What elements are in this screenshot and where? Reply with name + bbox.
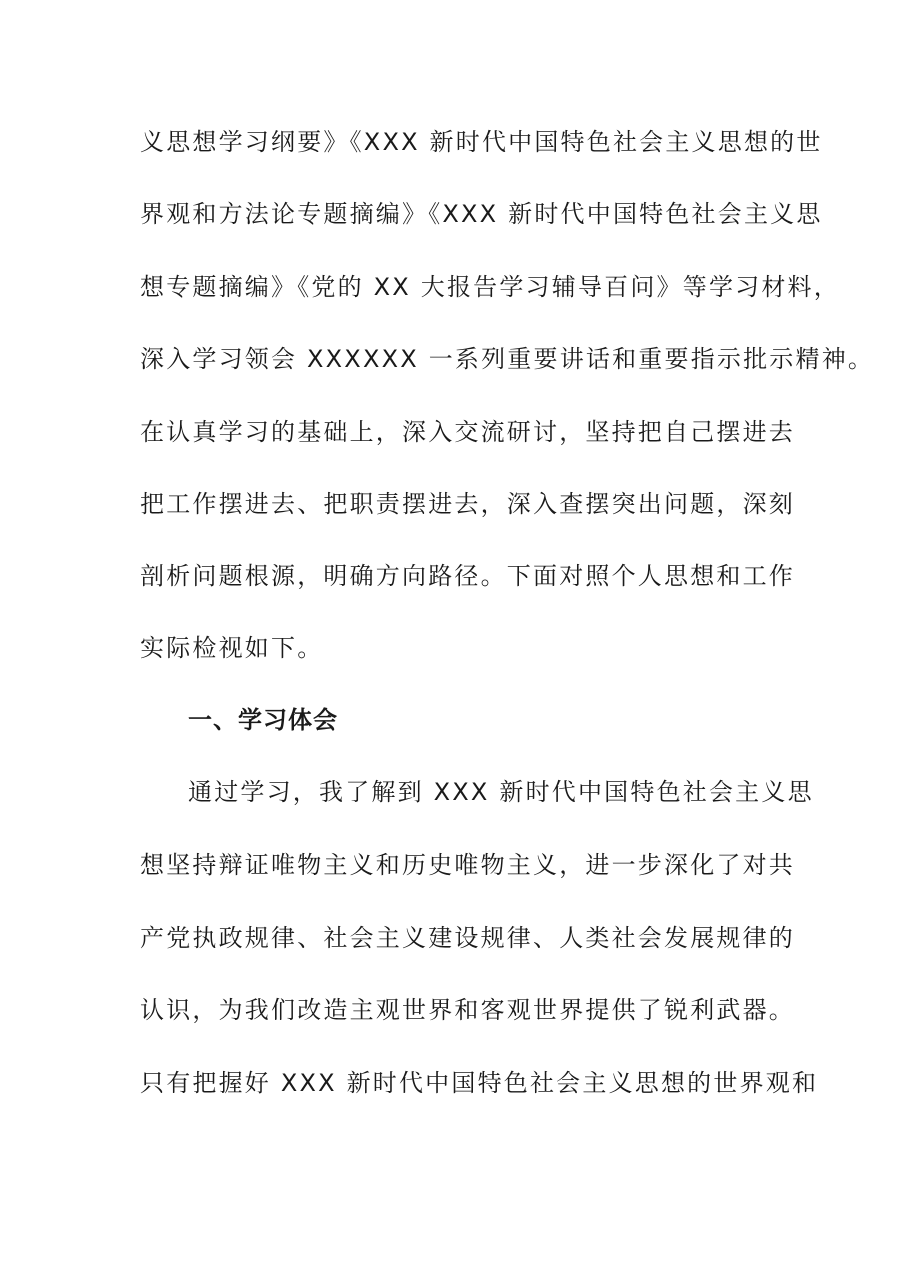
text-line: 通过学习，我了解到 XXX 新时代中国特色社会主义思: [188, 778, 814, 806]
text-line: 界观和方法论专题摘编》《XXX 新时代中国特色社会主义思: [140, 200, 823, 228]
section-heading: 一、学习体会: [188, 706, 338, 734]
text-line: 只有把握好 XXX 新时代中国特色社会主义思想的世界观和: [140, 1069, 819, 1097]
text-line: 产党执政规律、社会主义建设规律、人类社会发展规律的: [140, 924, 795, 952]
text-line: 认识，为我们改造主观世界和客观世界提供了锐利武器。: [140, 996, 795, 1024]
text-line: 剖析问题根源，明确方向路径。下面对照个人思想和工作: [140, 562, 795, 590]
text-line: 想坚持辩证唯物主义和历史唯物主义，进一步深化了对共: [140, 851, 795, 879]
text-line: 把工作摆进去、把职责摆进去，深入查摆突出问题，深刻: [140, 490, 795, 518]
text-line: 深入学习领会 XXXXXX 一系列重要讲话和重要指示批示精神。: [140, 345, 875, 373]
text-line: 实际检视如下。: [140, 634, 324, 662]
text-line: 在认真学习的基础上，深入交流研讨，坚持把自己摆进去: [140, 418, 795, 446]
text-line: 义思想学习纲要》《XXX 新时代中国特色社会主义思想的世: [140, 128, 823, 156]
text-line: 想专题摘编》《党的 XX 大报告学习辅导百问》等学习材料，: [140, 273, 840, 301]
